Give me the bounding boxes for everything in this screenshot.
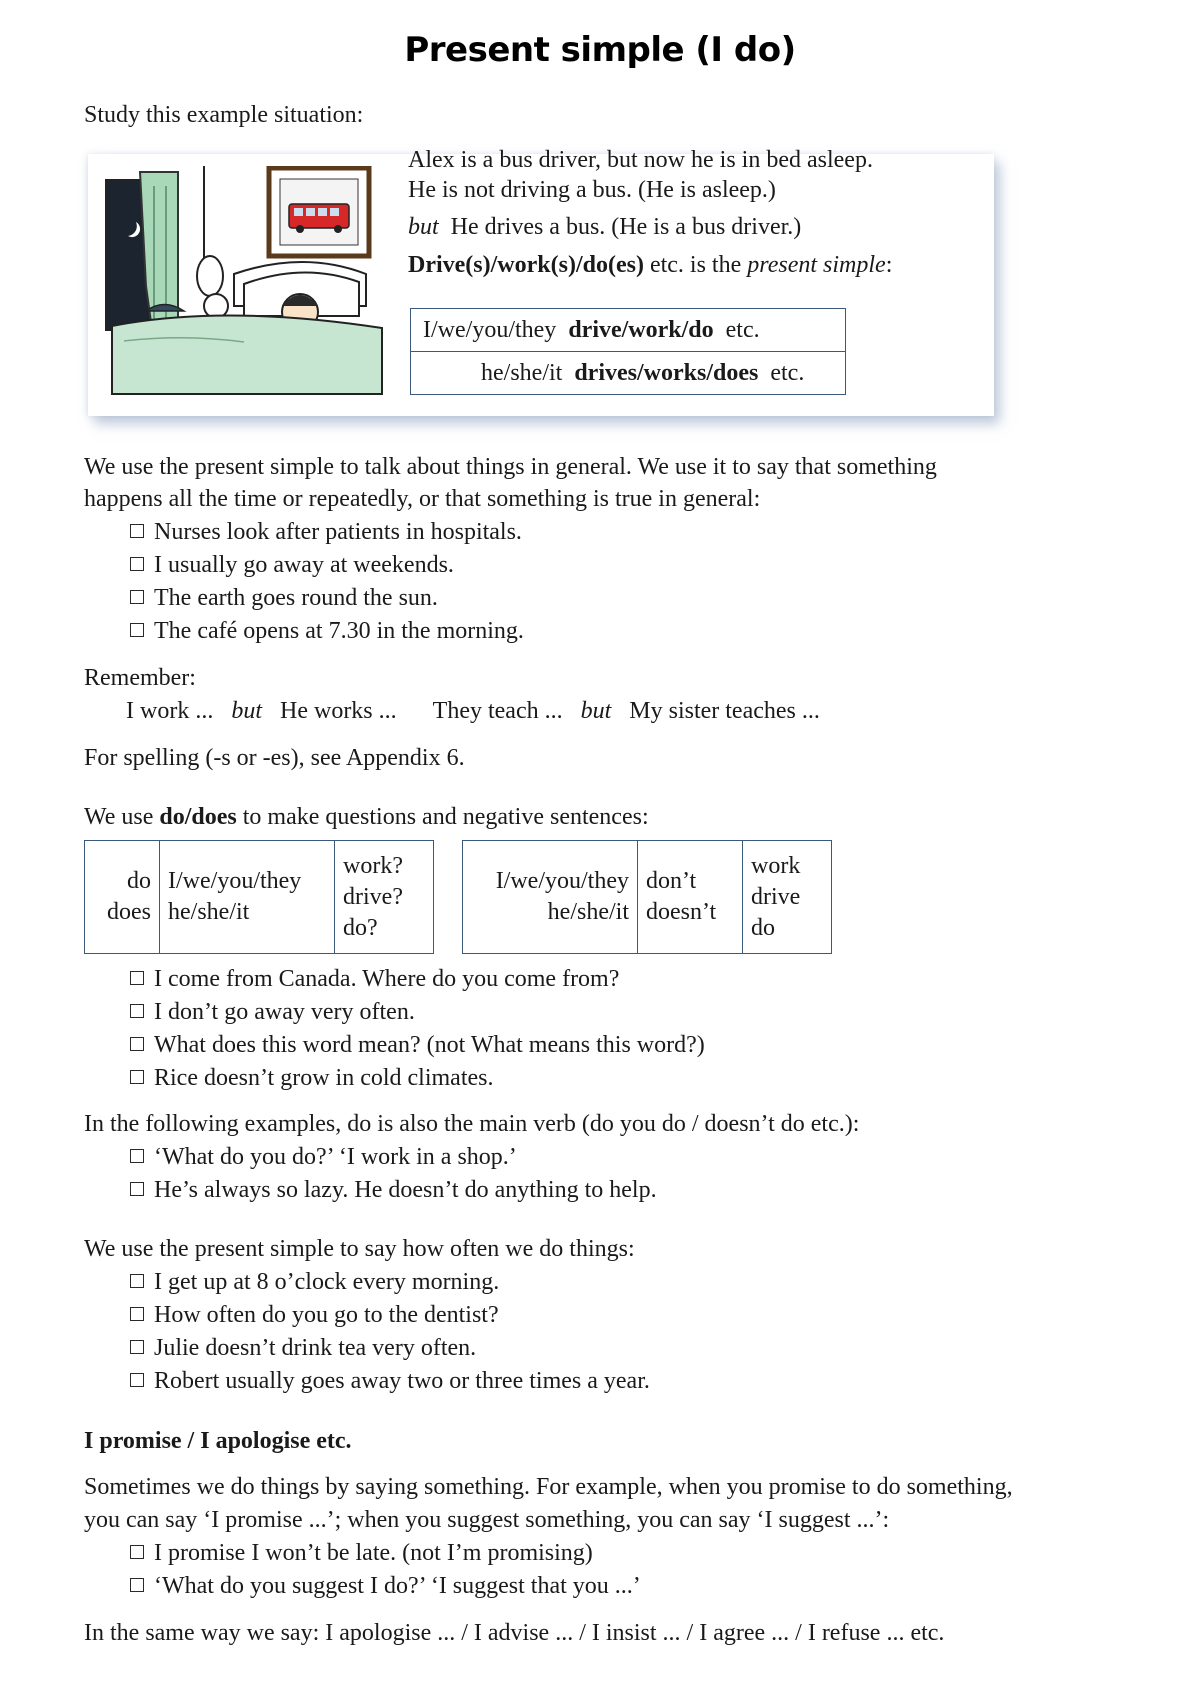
list-item: [130, 616, 524, 646]
subject-plural: I/we/you/they: [495, 868, 629, 894]
example-text: The café opens at 7.30 in the morning.: [154, 618, 524, 644]
remember-he-works: He works ...: [280, 698, 397, 724]
table-cell: [85, 841, 160, 954]
list-item: [130, 517, 522, 547]
bullet-icon: [130, 524, 144, 538]
general-use-line1: We use the present simple to talk about things in general. We use it to say that something: [84, 454, 937, 480]
bullet-icon: [130, 971, 144, 985]
table-cell: [411, 309, 846, 352]
bullet-icon: [130, 1037, 144, 1051]
aux-does: does: [107, 899, 151, 925]
question-table: [84, 840, 434, 954]
list-item: [130, 583, 438, 613]
remember-but: but: [580, 698, 612, 724]
list-item: [130, 1300, 499, 1330]
subject-plural: I/we/you/they: [168, 868, 302, 894]
example-text: I come from Canada. Where do you come from?: [154, 966, 620, 992]
promise-line1: Sometimes we do things by saying something. For example, when you promise to do something,: [84, 1474, 1013, 1500]
questions-intro: [84, 802, 649, 832]
bullet-icon: [130, 1545, 144, 1559]
table-row: [411, 309, 846, 352]
promise-line2: you can say ‘I promise ...’; when you suggest something, you can say ‘I suggest ...’:: [84, 1507, 890, 1533]
table-row: [411, 352, 846, 395]
verb-work: work?: [343, 852, 403, 879]
table-cell: [335, 841, 434, 954]
negative-table: [462, 840, 832, 954]
promise-final: In the same way we say: I apologise ... / I advise ... / I insist ... / I agree ... / I refuse ... etc.: [84, 1620, 945, 1646]
verb-do: do: [751, 914, 775, 941]
bullet-icon: [130, 623, 144, 637]
example-line3-text: He drives a bus. (He is a bus driver.): [450, 214, 802, 240]
table-cell: [638, 841, 743, 954]
example-line4: [408, 250, 892, 280]
questions-intro-suffix: to make questions and negative sentences:: [236, 804, 649, 830]
verb-work: work: [751, 852, 801, 879]
promise-heading: I promise / I apologise etc.: [84, 1428, 352, 1454]
subject-text: he/she/it: [481, 359, 563, 386]
remember-but: but: [231, 698, 262, 724]
bullet-icon: [130, 557, 144, 571]
example-conjugation-table: [410, 308, 846, 395]
example-text: How often do you go to the dentist?: [154, 1302, 499, 1328]
subject-text: I/we/you/they: [423, 316, 557, 343]
bullet-icon: [130, 1340, 144, 1354]
present-simple-forms: Drive(s)/work(s)/do(es): [408, 252, 644, 278]
example-line2: He is not driving a bus. (He is asleep.): [408, 177, 776, 203]
etc-text: etc.: [770, 359, 805, 386]
example-text: I usually go away at weekends.: [154, 552, 454, 578]
list-item: [130, 1267, 499, 1297]
bullet-icon: [130, 1182, 144, 1196]
table-row: [463, 841, 832, 954]
example-text: ‘What do you suggest I do?’ ‘I suggest that you ...’: [154, 1573, 641, 1599]
list-item: [130, 1366, 650, 1396]
list-item: [130, 1063, 493, 1093]
aux-dont: don’t: [646, 868, 697, 894]
list-item: [130, 1175, 657, 1205]
example-text: ‘What do you do?’ ‘I work in a shop.’: [154, 1144, 517, 1170]
bedroom-illustration: [104, 166, 386, 396]
present-simple-term: present simple: [747, 252, 886, 278]
table-cell: [463, 841, 638, 954]
table-cell: [411, 352, 846, 395]
bullet-icon: [130, 1149, 144, 1163]
bullet-icon: [130, 1274, 144, 1288]
bullet-icon: [130, 1070, 144, 1084]
verb-forms: drive/work/do: [568, 316, 714, 343]
example-text: I promise I won’t be late. (not I’m promising): [154, 1540, 593, 1566]
spelling-note: For spelling (-s or -es), see Appendix 6.: [84, 745, 465, 771]
remember-i-work: I work ...: [126, 698, 214, 724]
example-text: I get up at 8 o’clock every morning.: [154, 1269, 500, 1295]
verb-drive: drive?: [343, 883, 403, 910]
example-line4-end: :: [885, 252, 893, 278]
example-text: He’s always so lazy. He doesn’t do anything to help.: [154, 1177, 657, 1203]
remember-my-sister: My sister teaches ...: [629, 698, 820, 724]
example-line1: Alex is a bus driver, but now he is in bed asleep.: [408, 147, 873, 173]
verb-drive: drive: [751, 883, 801, 910]
example-text: Nurses look after patients in hospitals.: [154, 519, 522, 545]
verb-forms: drives/works/does: [574, 359, 759, 386]
bullet-icon: [130, 1307, 144, 1321]
bullet-icon: [130, 1373, 144, 1387]
example-line3: [408, 212, 801, 242]
study-intro: Study this example situation:: [84, 102, 364, 128]
example-text: Rice doesn’t grow in cold climates.: [154, 1065, 494, 1091]
list-item: [130, 964, 619, 994]
questions-intro-bold: do/does: [159, 804, 237, 830]
list-item: [130, 1333, 476, 1363]
list-item: [130, 1030, 705, 1060]
list-item: [130, 1538, 593, 1568]
remember-examples: [126, 696, 820, 726]
example-text: What does this word mean? (not What means this word?): [154, 1032, 705, 1058]
example-text: The earth goes round the sun.: [154, 585, 438, 611]
verb-do: do?: [343, 914, 378, 941]
example-line4-rest: etc. is the: [643, 252, 748, 278]
example-text: Julie doesn’t drink tea very often.: [154, 1335, 477, 1361]
remember-they-teach: They teach ...: [432, 698, 563, 724]
bullet-icon: [130, 590, 144, 604]
table-cell: [160, 841, 335, 954]
bullet-icon: [130, 1004, 144, 1018]
table-cell: [743, 841, 832, 954]
list-item: [130, 1142, 517, 1172]
main-verb-intro: In the following examples, do is also the main verb (do you do / doesn’t do etc.):: [84, 1111, 860, 1137]
page-title: Present simple (I do): [404, 30, 796, 70]
subject-singular: he/she/it: [168, 899, 250, 925]
etc-text: etc.: [725, 316, 760, 343]
list-item: [130, 1571, 641, 1601]
aux-do: do: [127, 868, 151, 894]
but-word: but: [408, 214, 439, 240]
aux-doesnt: doesn’t: [646, 899, 717, 925]
example-text: Robert usually goes away two or three times a year.: [154, 1368, 650, 1394]
table-row: [85, 841, 434, 954]
list-item: [130, 997, 415, 1027]
list-item: [130, 550, 454, 580]
remember-label: Remember:: [84, 665, 196, 691]
general-use-line2: happens all the time or repeatedly, or that something is true in general:: [84, 486, 761, 512]
subject-singular: he/she/it: [547, 899, 629, 925]
how-often-intro: We use the present simple to say how often we do things:: [84, 1236, 635, 1262]
questions-intro-prefix: We use: [84, 804, 160, 830]
bullet-icon: [130, 1578, 144, 1592]
example-text: I don’t go away very often.: [154, 999, 415, 1025]
